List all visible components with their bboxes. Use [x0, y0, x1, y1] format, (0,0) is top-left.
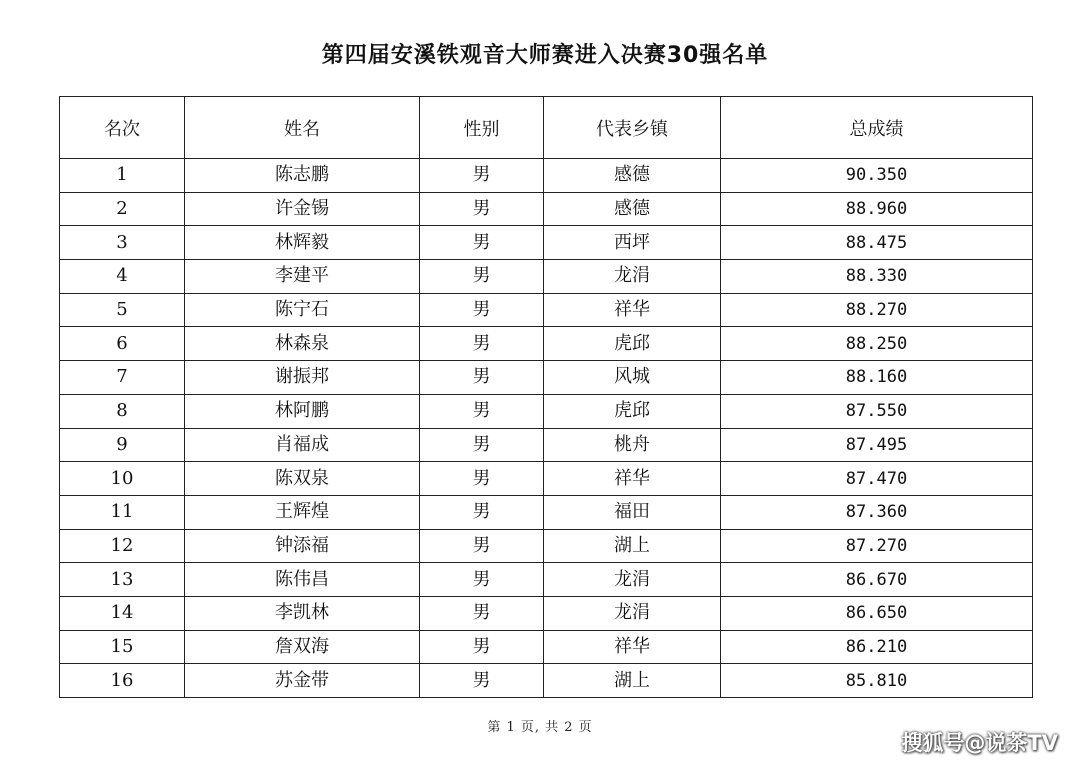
- score-cell: 87.360: [721, 495, 1033, 529]
- name-cell: 林阿鹏: [185, 394, 420, 428]
- name-cell: 林森泉: [185, 327, 420, 361]
- rank-cell: 16: [60, 664, 185, 698]
- township-cell: 桃舟: [544, 428, 721, 462]
- score-cell: 90.350: [721, 159, 1033, 193]
- rank-cell: 13: [60, 563, 185, 597]
- gender-cell: 男: [420, 293, 544, 327]
- header-rank: 名次: [60, 97, 185, 159]
- gender-cell: 男: [420, 226, 544, 260]
- township-cell: 祥华: [544, 462, 721, 496]
- name-cell: 谢振邦: [185, 361, 420, 395]
- rank-cell: 9: [60, 428, 185, 462]
- name-cell: 苏金带: [185, 664, 420, 698]
- table-row: [60, 462, 1033, 496]
- name-cell: 陈伟昌: [185, 563, 420, 597]
- rank-cell: 14: [60, 596, 185, 630]
- table-row: [60, 394, 1033, 428]
- gender-cell: 男: [420, 462, 544, 496]
- score-cell: 88.270: [721, 293, 1033, 327]
- rank-cell: 5: [60, 293, 185, 327]
- table-row: [60, 529, 1033, 563]
- results-table: [59, 96, 1033, 698]
- name-cell: 陈志鹏: [185, 159, 420, 193]
- name-cell: 陈双泉: [185, 462, 420, 496]
- page-title: 第四届安溪铁观音大师赛进入决赛30强名单: [321, 43, 769, 68]
- township-cell: 虎邱: [544, 394, 721, 428]
- table-row: [60, 563, 1033, 597]
- rank-cell: 2: [60, 192, 185, 226]
- page-number: 第 1 页, 共 2 页: [487, 720, 593, 735]
- table-header-row: [60, 97, 1033, 159]
- header-total-score: 总成绩: [721, 97, 1033, 159]
- township-cell: 湖上: [544, 529, 721, 563]
- township-cell: 感德: [544, 159, 721, 193]
- score-cell: 86.210: [721, 630, 1033, 664]
- score-cell: 88.475: [721, 226, 1033, 260]
- score-cell: 87.495: [721, 428, 1033, 462]
- name-cell: 詹双海: [185, 630, 420, 664]
- rank-cell: 11: [60, 495, 185, 529]
- gender-cell: 男: [420, 394, 544, 428]
- gender-cell: 男: [420, 159, 544, 193]
- name-cell: 肖福成: [185, 428, 420, 462]
- name-cell: 林辉毅: [185, 226, 420, 260]
- township-cell: 感德: [544, 192, 721, 226]
- name-cell: 李建平: [185, 260, 420, 294]
- header-name: 姓名: [185, 97, 420, 159]
- table-row: [60, 630, 1033, 664]
- score-cell: 88.960: [721, 192, 1033, 226]
- township-cell: 龙涓: [544, 596, 721, 630]
- score-cell: 87.270: [721, 529, 1033, 563]
- score-cell: 88.250: [721, 327, 1033, 361]
- table-row: [60, 159, 1033, 193]
- table-row: [60, 293, 1033, 327]
- table-row: [60, 428, 1033, 462]
- header-gender: 性别: [420, 97, 544, 159]
- gender-cell: 男: [420, 495, 544, 529]
- table-row: [60, 192, 1033, 226]
- score-cell: 86.670: [721, 563, 1033, 597]
- table-row: [60, 664, 1033, 698]
- township-cell: 风城: [544, 361, 721, 395]
- name-cell: 陈宁石: [185, 293, 420, 327]
- gender-cell: 男: [420, 563, 544, 597]
- rank-cell: 6: [60, 327, 185, 361]
- township-cell: 西坪: [544, 226, 721, 260]
- rank-cell: 8: [60, 394, 185, 428]
- score-cell: 85.810: [721, 664, 1033, 698]
- gender-cell: 男: [420, 428, 544, 462]
- watermark: 搜狐号@说茶TV: [901, 731, 1058, 755]
- table-row: [60, 361, 1033, 395]
- rank-cell: 10: [60, 462, 185, 496]
- rank-cell: 1: [60, 159, 185, 193]
- township-cell: 虎邱: [544, 327, 721, 361]
- gender-cell: 男: [420, 596, 544, 630]
- gender-cell: 男: [420, 327, 544, 361]
- name-cell: 许金锡: [185, 192, 420, 226]
- table-row: [60, 226, 1033, 260]
- score-cell: 88.330: [721, 260, 1033, 294]
- gender-cell: 男: [420, 192, 544, 226]
- score-cell: 87.550: [721, 394, 1033, 428]
- township-cell: 湖上: [544, 664, 721, 698]
- rank-cell: 15: [60, 630, 185, 664]
- name-cell: 钟添福: [185, 529, 420, 563]
- table-row: [60, 327, 1033, 361]
- rank-cell: 7: [60, 361, 185, 395]
- township-cell: 龙涓: [544, 563, 721, 597]
- gender-cell: 男: [420, 529, 544, 563]
- score-cell: 86.650: [721, 596, 1033, 630]
- gender-cell: 男: [420, 361, 544, 395]
- rank-cell: 12: [60, 529, 185, 563]
- table-row: [60, 260, 1033, 294]
- table-row: [60, 495, 1033, 529]
- township-cell: 祥华: [544, 630, 721, 664]
- township-cell: 祥华: [544, 293, 721, 327]
- name-cell: 李凯林: [185, 596, 420, 630]
- rank-cell: 4: [60, 260, 185, 294]
- header-township: 代表乡镇: [544, 97, 721, 159]
- gender-cell: 男: [420, 630, 544, 664]
- rank-cell: 3: [60, 226, 185, 260]
- gender-cell: 男: [420, 260, 544, 294]
- name-cell: 王辉煌: [185, 495, 420, 529]
- gender-cell: 男: [420, 664, 544, 698]
- table-row: [60, 596, 1033, 630]
- township-cell: 福田: [544, 495, 721, 529]
- score-cell: 88.160: [721, 361, 1033, 395]
- score-cell: 87.470: [721, 462, 1033, 496]
- township-cell: 龙涓: [544, 260, 721, 294]
